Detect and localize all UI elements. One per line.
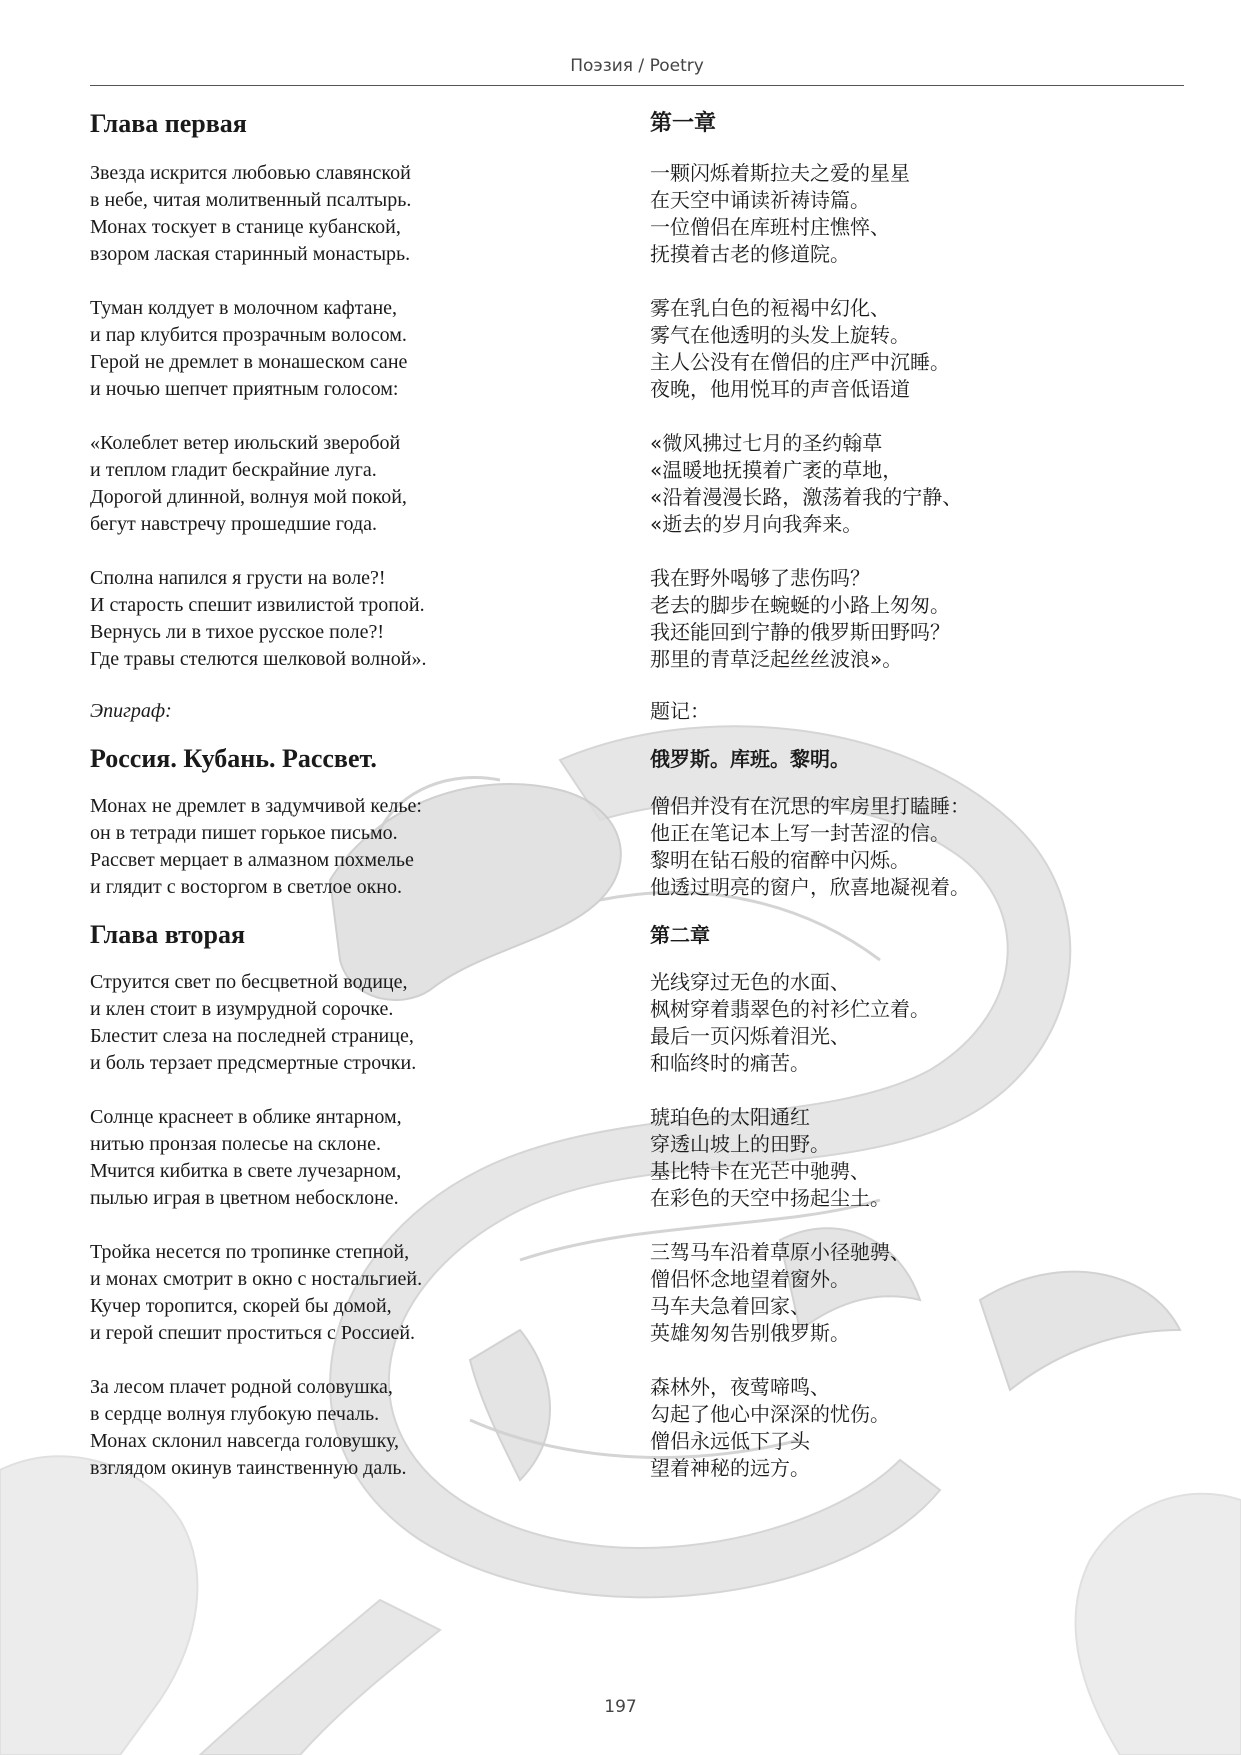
- ru-chapter2-title: Глава вторая: [90, 920, 246, 949]
- verse-line: 琥珀色的太阳通红: [650, 1105, 810, 1129]
- verse-line: 英雄匆匆告别俄罗斯。: [650, 1321, 850, 1345]
- verse-line: 穿透山坡上的田野。: [650, 1132, 830, 1156]
- verse-line: 一颗闪烁着斯拉夫之爱的星星: [650, 161, 910, 185]
- running-header: Поэзия / Poetry: [570, 56, 704, 76]
- ru-stanza: [90, 793, 610, 901]
- verse-line: Монах тоскует в станице кубанской,: [90, 216, 401, 238]
- verse-line: 望着神秘的远方。: [650, 1456, 810, 1480]
- zh-epigraph-label: 题记：: [650, 699, 710, 723]
- ru-chapter1-title: Глава первая: [90, 109, 247, 138]
- verse-line: и монах смотрит в окно с ностальгией.: [90, 1268, 423, 1290]
- verse-line: Рассвет мерцает в алмазном похмелье: [90, 849, 414, 871]
- verse-line: взором лаская старинный монастырь.: [90, 243, 411, 265]
- verse-line: и пар клубится прозрачным волосом.: [90, 324, 407, 346]
- verse-line: За лесом плачет родной соловушка,: [90, 1376, 393, 1398]
- verse-line: 黎明在钻石般的宿醉中闪烁。: [650, 848, 910, 872]
- verse-line: Где травы стелются шелковой волной».: [90, 648, 427, 670]
- verse-line: 夜晚，他用悦耳的声音低语道: [650, 377, 910, 401]
- ru-stanza: [90, 969, 610, 1077]
- verse-line: Герой не дремлет в монашеском сане: [90, 351, 408, 373]
- verse-line: 僧侣并没有在沉思的牢房里打瞌睡：: [650, 794, 970, 818]
- verse-line: 在天空中诵读祈祷诗篇。: [650, 188, 870, 212]
- verse-line: 那里的青草泛起丝丝波浪»。: [650, 647, 903, 671]
- verse-line: 僧侣永远低下了头: [650, 1429, 810, 1453]
- page-number: 197: [604, 1697, 637, 1717]
- verse-line: 最后一页闪烁着泪光、: [650, 1024, 850, 1048]
- zh-chapter2-title: 第二章: [650, 923, 710, 947]
- verse-line: пылью играя в цветном небосклоне.: [90, 1187, 399, 1209]
- zh-stanza: [650, 793, 1210, 901]
- verse-line: Тройка несется по тропинке степной,: [90, 1241, 410, 1263]
- ru-epigraph-title: Россия. Кубань. Рассвет.: [90, 744, 377, 773]
- verse-line: И старость спешит извилистой тропой.: [90, 594, 425, 616]
- verse-line: 三驾马车沿着草原小径驰骋、: [650, 1240, 910, 1264]
- zh-epigraph-title: 俄罗斯。库班。黎明。: [650, 747, 850, 771]
- verse-line: 光线穿过无色的水面、: [650, 970, 850, 994]
- verse-line: «逝去的岁月向我奔来。: [650, 512, 863, 536]
- verse-line: 抚摸着古老的修道院。: [650, 242, 850, 266]
- ru-stanza: [90, 160, 610, 268]
- verse-line: 马车夫急着回家、: [650, 1294, 810, 1318]
- verse-line: 主人公没有在僧侣的庄严中沉睡。: [650, 350, 950, 374]
- verse-line: 枫树穿着翡翠色的衬衫伫立着。: [650, 997, 930, 1021]
- verse-line: и ночью шепчет приятным голосом:: [90, 378, 399, 400]
- verse-line: «沿着漫漫长路，激荡着我的宁静、: [650, 485, 963, 509]
- ru-stanza: [90, 1374, 610, 1482]
- ru-epigraph-label: Эпиграф:: [90, 700, 172, 722]
- verse-line: 雾在乳白色的裋褐中幻化、: [650, 296, 890, 320]
- header-rule: [90, 85, 1184, 86]
- verse-line: 在彩色的天空中扬起尘土。: [650, 1186, 890, 1210]
- verse-line: Струится свет по бесцветной водице,: [90, 971, 408, 993]
- verse-line: 基比特卡在光芒中驰骋、: [650, 1159, 870, 1183]
- verse-line: 我在野外喝够了悲伤吗？: [650, 566, 870, 590]
- verse-line: взглядом окинув таинственную даль.: [90, 1457, 407, 1479]
- verse-line: бегут навстречу прошедшие года.: [90, 513, 377, 535]
- zh-stanza: [650, 969, 1210, 1077]
- zh-stanza: [650, 1239, 1210, 1347]
- verse-line: нитью пронзая полесье на склоне.: [90, 1133, 381, 1155]
- verse-line: и теплом гладит бескрайние луга.: [90, 459, 377, 481]
- verse-line: Блестит слеза на последней странице,: [90, 1025, 414, 1047]
- chinese-column: [650, 106, 1210, 1482]
- verse-line: в небе, читая молитвенный псалтырь.: [90, 189, 412, 211]
- ru-stanza: [90, 565, 610, 673]
- verse-line: и боль терзает предсмертные строчки.: [90, 1052, 417, 1074]
- russian-column: [90, 106, 610, 1482]
- verse-line: 勾起了他心中深深的忧伤。: [650, 1402, 890, 1426]
- verse-line: Монах не дремлет в задумчивой келье:: [90, 795, 422, 817]
- zh-chapter1-title: 第一章: [650, 111, 717, 136]
- zh-stanza: [650, 295, 1210, 403]
- verse-line: Дорогой длинной, волнуя мой покой,: [90, 486, 407, 508]
- verse-line: Сполна напился я грусти на воле?!: [90, 567, 386, 589]
- verse-line: Монах склонил навсегда головушку,: [90, 1430, 400, 1452]
- verse-line: Солнце краснеет в облике янтарном,: [90, 1106, 402, 1128]
- verse-line: в сердце волнуя глубокую печаль.: [90, 1403, 380, 1425]
- verse-line: Вернусь ли в тихое русское поле?!: [90, 621, 384, 643]
- verse-line: 他正在笔记本上写一封苦涩的信。: [650, 821, 950, 845]
- verse-line: Мчится кибитка в свете лучезарном,: [90, 1160, 402, 1182]
- zh-stanza: [650, 430, 1210, 538]
- verse-line: 僧侣怀念地望着窗外。: [650, 1267, 850, 1291]
- zh-stanza: [650, 160, 1210, 268]
- zh-stanza: [650, 1104, 1210, 1212]
- verse-line: «微风拂过七月的圣约翰草: [650, 431, 883, 455]
- verse-line: Кучер торопится, скорей бы домой,: [90, 1295, 392, 1317]
- verse-line: 和临终时的痛苦。: [650, 1051, 810, 1075]
- verse-line: «Колеблет ветер июльский зверобой: [90, 432, 401, 454]
- verse-line: Туман колдует в молочном кафтане,: [90, 297, 398, 319]
- ru-stanza: [90, 295, 610, 403]
- ru-stanza: [90, 430, 610, 538]
- zh-stanza: [650, 565, 1210, 673]
- zh-stanza: [650, 1374, 1210, 1482]
- verse-line: он в тетради пишет горькое письмо.: [90, 822, 398, 844]
- verse-line: 雾气在他透明的头发上旋转。: [650, 323, 910, 347]
- verse-line: 我还能回到宁静的俄罗斯田野吗？: [650, 620, 950, 644]
- verse-line: и глядит с восторгом в светлое окно.: [90, 876, 402, 898]
- verse-line: 老去的脚步在蜿蜒的小路上匆匆。: [650, 593, 950, 617]
- ru-stanza: [90, 1239, 610, 1347]
- verse-line: 一位僧侣在库班村庄憔悴、: [650, 215, 890, 239]
- verse-line: и клен стоит в изумрудной сорочке.: [90, 998, 394, 1020]
- ru-stanza: [90, 1104, 610, 1212]
- verse-line: 他透过明亮的窗户，欣喜地凝视着。: [650, 875, 970, 899]
- verse-line: «温暖地抚摸着广袤的草地，: [650, 458, 903, 482]
- verse-line: 森林外，夜莺啼鸣、: [650, 1375, 830, 1399]
- verse-line: и герой спешит проститься с Россией.: [90, 1322, 416, 1344]
- verse-line: Звезда искрится любовью славянской: [90, 162, 411, 184]
